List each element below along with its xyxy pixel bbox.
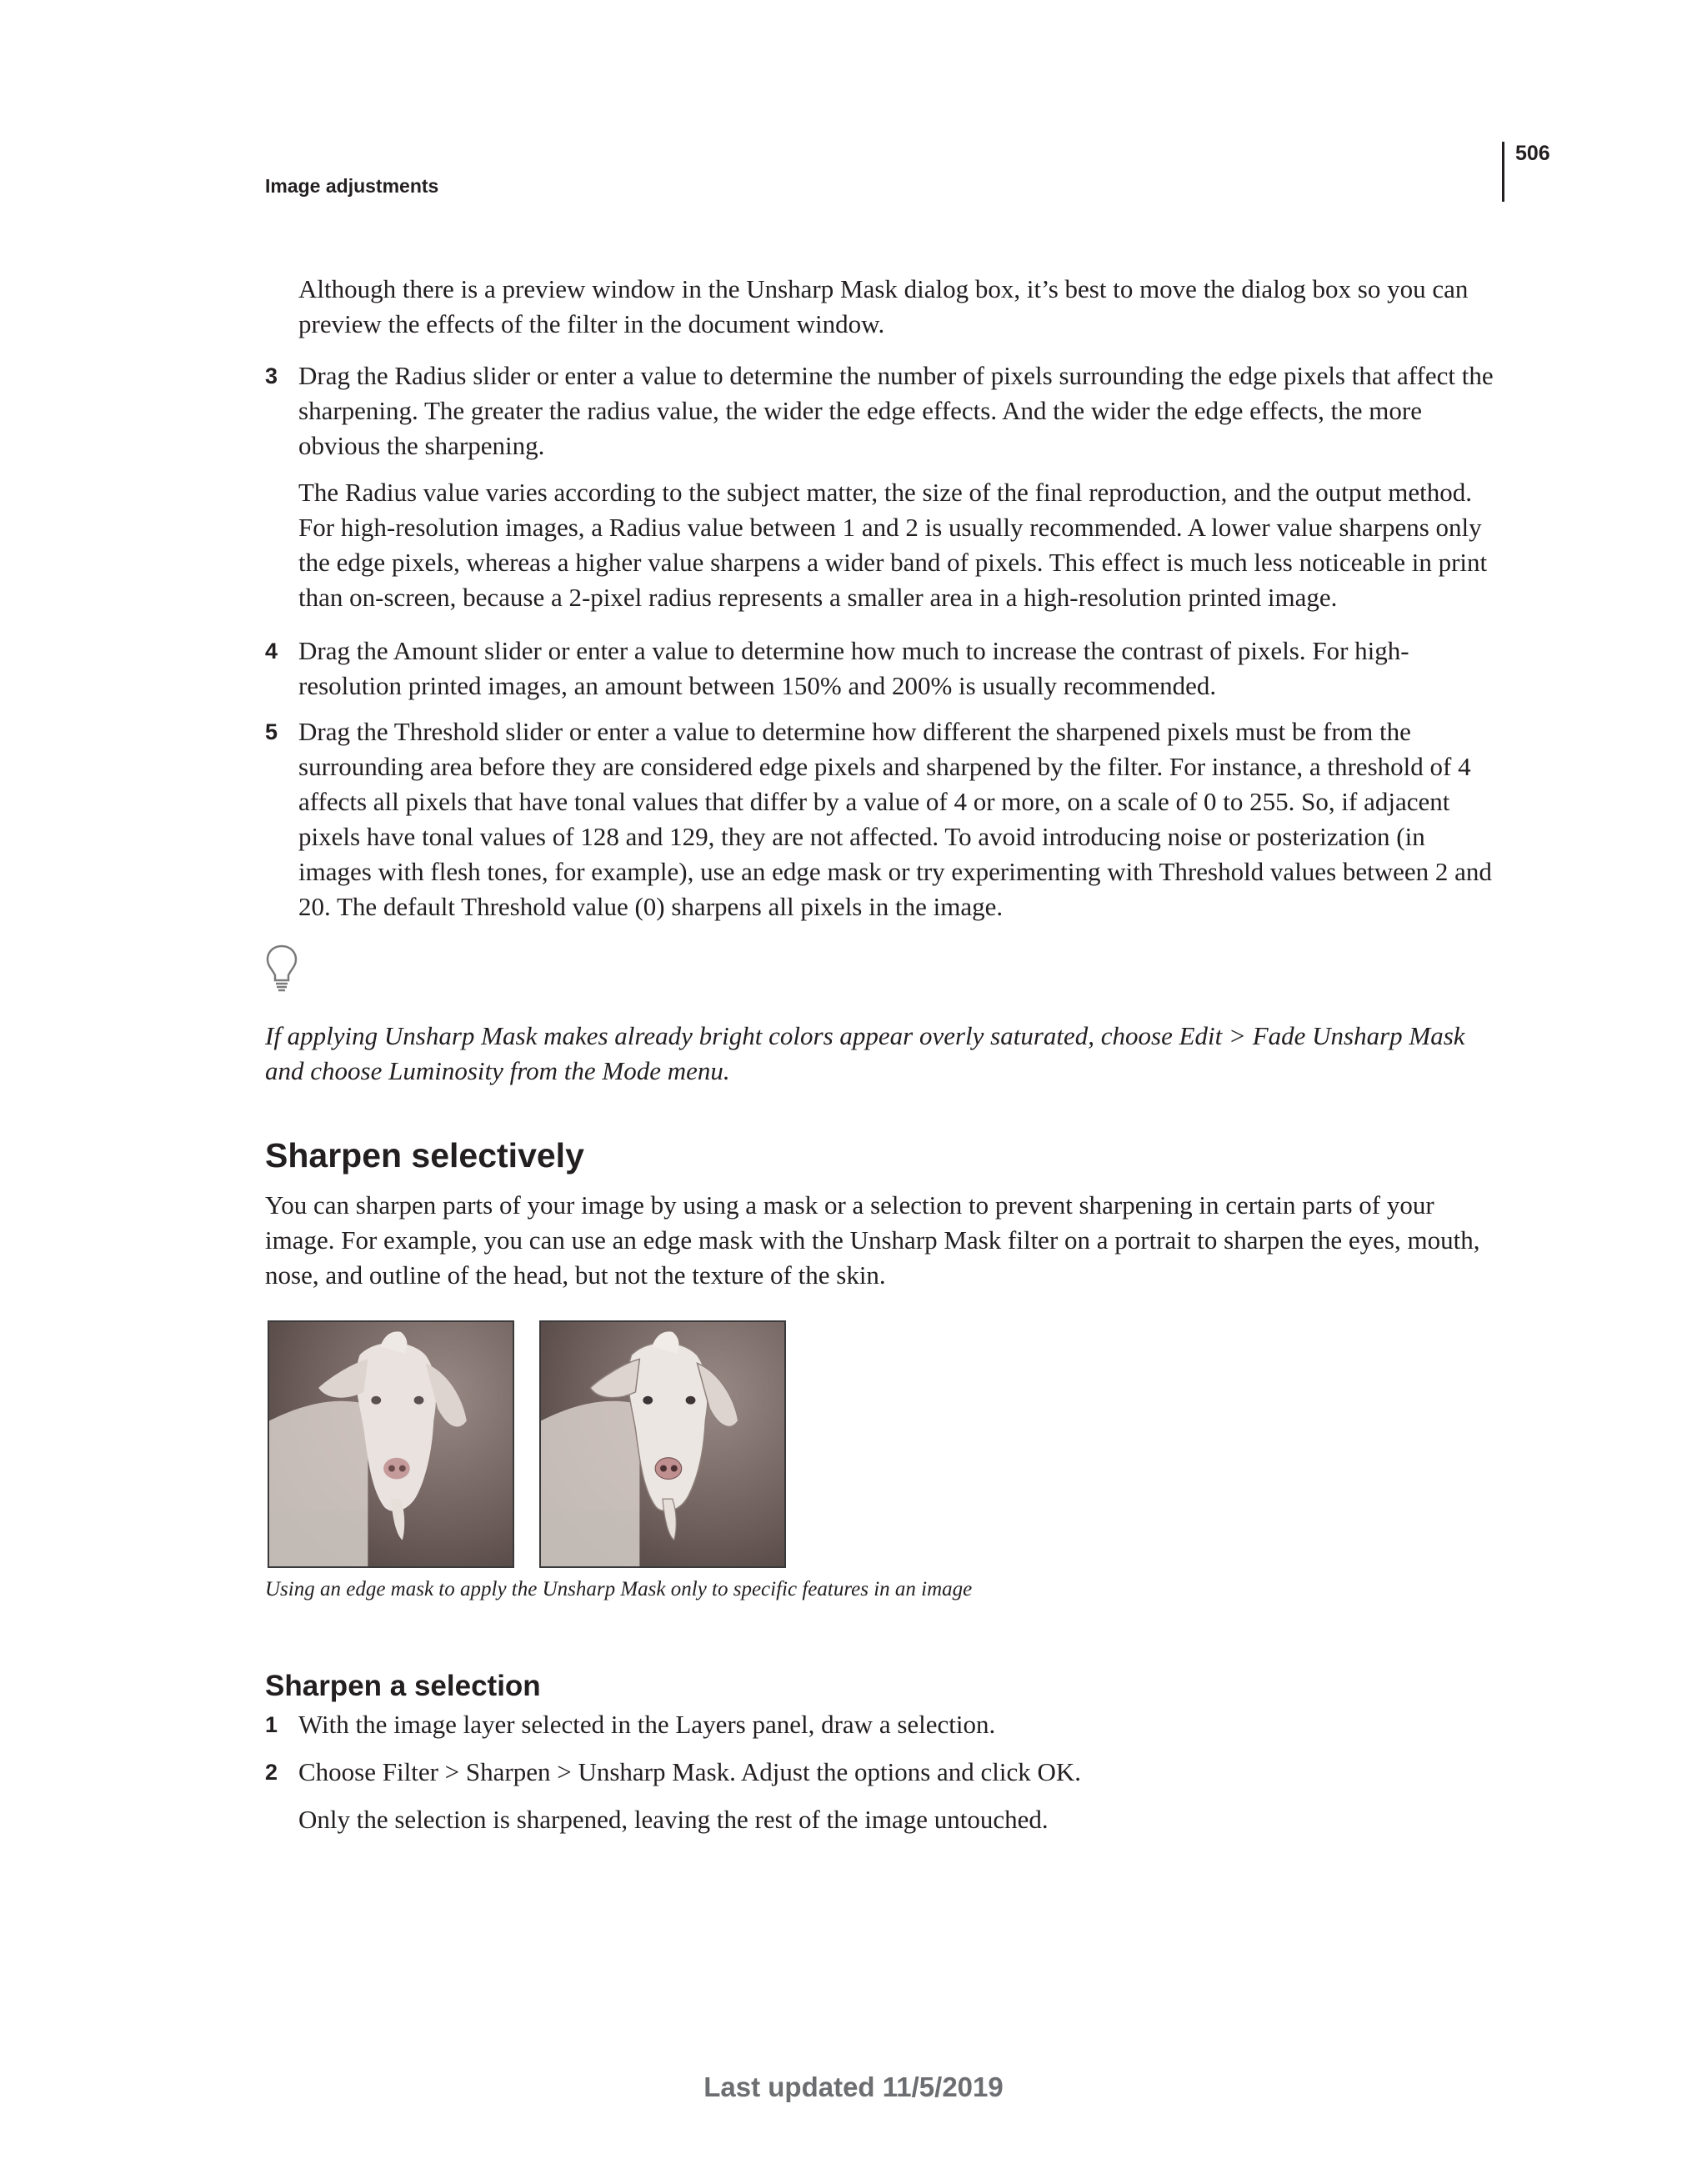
page-number: 506 bbox=[1515, 142, 1550, 165]
step-text: With the image layer selected in the Layers panel, draw a selection. bbox=[298, 1710, 996, 1739]
step-number: 1 bbox=[265, 1712, 278, 1737]
step-number: 3 bbox=[265, 363, 278, 388]
section-body: You can sharpen parts of your image by using a mask or a selection to prevent sharpening in certain parts of your image. For example, you can use an edge mask with the Unsharp Mask filter on a portrait to sharpen the eyes, mouth, nose, and outline of the head, but not the texture of the skin. bbox=[265, 1190, 1480, 1290]
last-updated-footer: Last updated 11/5/2019 bbox=[703, 2071, 1004, 2102]
step-number: 2 bbox=[265, 1760, 278, 1785]
tip-text: If applying Unsharp Mask makes already bright colors appear overly saturated, choose Edit > Fade Unsharp Mask and choose Luminosity from the Mode menu. bbox=[265, 1021, 1465, 1085]
section-heading: Sharpen selectively bbox=[265, 1136, 584, 1175]
selection-result: Only the selection is sharpened, leaving the rest of the image untouched. bbox=[298, 1805, 1049, 1834]
step-text: Drag the Amount slider or enter a value to determine how much to increase the contrast of pixels. For high-resolution printed images, an amount between 150% and 200% is usually recommended. bbox=[298, 636, 1409, 700]
subsection-heading: Sharpen a selection bbox=[265, 1670, 541, 1702]
radius-note: The Radius value varies according to the subject matter, the size of the final reproduction, and the output method. For high-resolution images, a Radius value between 1 and 2 is usually recommended. A lower value sharpens only the edge pixels, whereas a higher value sharpens a wider band of pixels. This effect is much less noticeable in print than on-screen, because a 2-pixel radius represents a smaller area in a high-resolution printed image. bbox=[298, 478, 1488, 612]
intro-paragraph: Although there is a preview window in the Unsharp Mask dialog box, it’s best to move the dialog box so you can preview the effects of the filter in the document window. bbox=[298, 274, 1469, 338]
step-number: 4 bbox=[265, 639, 278, 664]
step-text: Drag the Radius slider or enter a value to determine the number of pixels surrounding the edge pixels that affect the sharpening. The greater the radius value, the wider the edge effects. And the wider the edge effects, the more obvious the sharpening. bbox=[298, 361, 1494, 460]
running-head: Image adjustments bbox=[265, 175, 439, 197]
step-text: Choose Filter > Sharpen > Unsharp Mask. Adjust the options and click OK. bbox=[298, 1757, 1082, 1786]
figure-caption: Using an edge mask to apply the Unsharp Mask only to specific features in an image bbox=[265, 1578, 973, 1600]
header-rule bbox=[1502, 142, 1504, 202]
step-number: 5 bbox=[265, 719, 278, 744]
goat-photo-before bbox=[268, 1320, 514, 1568]
step-text: Drag the Threshold slider or enter a value to determine how different the sharpened pixels must be from the surrounding area before they are considered edge pixels and sharpened by the filter. For instance, a threshold of 4 affects all pixels that have tonal values that differ by a value of 4 or more, on a scale of 0 to 255. So, if adjacent pixels have tonal values of 128 and 129, they are not affected. To avoid introducing noise or posterization (in images with flesh tones, for example), use an edge mask or try experimenting with Threshold values between 2 and 20. The default Threshold value (0) sharpens all pixels in the image. bbox=[298, 717, 1492, 921]
goat-photo-after bbox=[539, 1320, 786, 1568]
lightbulb-icon bbox=[265, 944, 298, 994]
